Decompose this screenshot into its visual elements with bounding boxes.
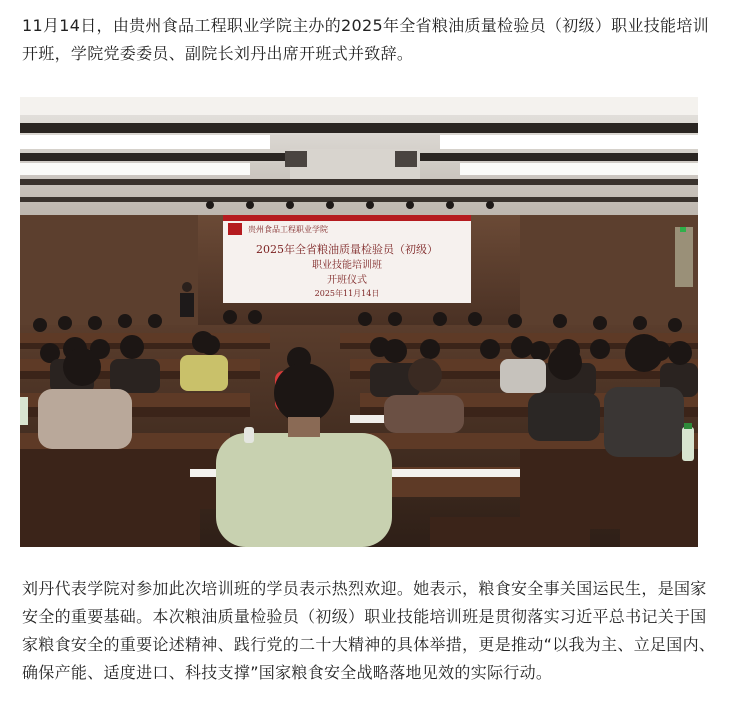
article-paragraph-intro: 11月14日，由贵州食品工程职业学院主办的2025年全省粮油质量检验员（初级）职业技能培训开班，学院党委委员、副院长刘丹出席开班式并致辞。	[22, 16, 709, 63]
screen-title-line-1: 2025年全省粮油质量检验员（初级）	[256, 243, 438, 256]
screen-logo-text: 贵州食品工程职业学院	[248, 225, 328, 234]
screen-date: 2025年11月14日	[314, 289, 380, 298]
screen-title-line-3: 开班仪式	[327, 275, 367, 286]
training-ceremony-photo	[20, 97, 698, 547]
screen-title-line-2: 职业技能培训班	[312, 260, 382, 271]
article-paragraph-welcome: 刘丹代表学院对参加此次培训班的学员表示热烈欢迎。她表示，粮食安全事关国运民生，是国家安全的重要基础。本次粮油质量检验员（初级）职业技能培训班是贯彻落实习近平总书记关于国家粮食安全的重要论述精神、践行党的二十大精神的具体举措，更是推动“以我为主、立足国内、确保产能、适度进口、科技支撑”国家粮食安全战略落地见效的实际行动。	[22, 579, 716, 682]
